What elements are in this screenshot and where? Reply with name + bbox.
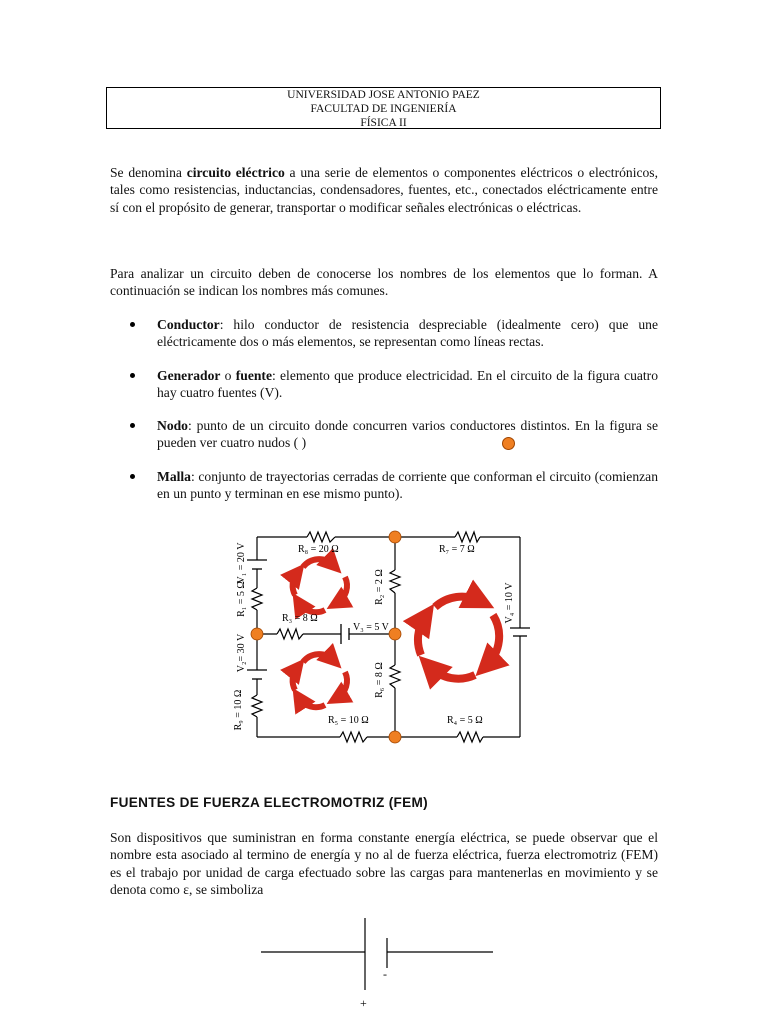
list-item-mesh bbox=[110, 468, 658, 503]
resistor-r8-icon bbox=[307, 532, 335, 542]
conductor-term: Conductor bbox=[157, 317, 220, 332]
resistor-r5-icon bbox=[340, 732, 367, 742]
label-r3: R₃ = 8 Ω bbox=[282, 613, 318, 624]
bullet-icon bbox=[130, 322, 135, 327]
node-bottom-icon bbox=[389, 731, 401, 743]
conductor-text: : hilo conductor de resistencia despreciable (idealmente cero) que une eléctricamente dos o más elementos, se representan como líneas rectas. bbox=[157, 317, 658, 350]
plus-sign: + bbox=[360, 996, 367, 1010]
resistor-r2-icon bbox=[390, 570, 400, 593]
resistor-r9-icon bbox=[252, 695, 262, 717]
node-legend-dot-icon bbox=[502, 437, 515, 450]
mesh-arrow-right-icon bbox=[418, 597, 499, 679]
battery-v4-icon bbox=[510, 628, 530, 636]
analysis-paragraph: Para analizar un circuito deben de conocerse los nombres de los elementos que lo forman. A continuación se indican los nombres más comunes. bbox=[110, 266, 658, 299]
mesh-arrow-bottom-left-icon bbox=[293, 654, 347, 707]
node-text: : punto de un circuito donde concurren varios conductores distintos. En la figura se pueden ver cuatro nudos ( ) bbox=[157, 418, 658, 451]
bullet-icon bbox=[130, 373, 135, 378]
battery-v1-icon bbox=[247, 560, 267, 569]
generator-text: : elemento que produce electricidad. En el circuito de la figura cuatro hay cuatro fuentes (V). bbox=[157, 368, 658, 401]
node-left-icon bbox=[251, 628, 263, 640]
faculty-name: FACULTAD DE INGENIERÍA bbox=[310, 103, 457, 115]
intro-paragraph bbox=[110, 164, 658, 216]
bullet-icon bbox=[130, 474, 135, 479]
label-v2: V₂= 30 V bbox=[236, 633, 247, 673]
battery-v3-icon bbox=[341, 624, 349, 644]
fem-symbol-diagram bbox=[255, 910, 505, 1015]
generator-mid: o bbox=[220, 368, 236, 383]
resistor-r3-icon bbox=[277, 629, 303, 639]
label-r5: R₅ = 10 Ω bbox=[328, 715, 369, 726]
source-term: fuente bbox=[235, 368, 272, 383]
label-r6: R₆ = 8 Ω bbox=[374, 662, 385, 698]
label-v3: V₃ = 5 V bbox=[353, 622, 389, 633]
list-item-node bbox=[110, 417, 658, 452]
section-title: FUENTES DE FUERZA ELECTROMOTRIZ (FEM) bbox=[110, 795, 428, 810]
circuit-diagram bbox=[225, 515, 545, 750]
university-name: UNIVERSIDAD JOSE ANTONIO PAEZ bbox=[287, 89, 480, 101]
list-item-conductor bbox=[110, 316, 658, 351]
node-term: Nodo bbox=[157, 418, 188, 433]
intro-term: circuito eléctrico bbox=[186, 165, 285, 180]
resistor-r4-icon bbox=[457, 732, 483, 742]
intro-post: a una serie de elementos o componentes eléctricos o electrónicos, tales como resistencias, inductancias, condensadores, fuentes, etc., conectados eléctricamente entre sí con el propósito de generar, transportar o modificar señales electrónicas o eléctricas. bbox=[110, 165, 658, 215]
mesh-text: : conjunto de trayectorias cerradas de corriente que conforman el circuito (comienzan en un punto y terminan en ese mismo punto). bbox=[157, 469, 658, 502]
label-r9: R₉ = 10 Ω bbox=[233, 689, 244, 731]
minus-sign: - bbox=[383, 967, 387, 981]
course-name: FÍSICA II bbox=[360, 117, 407, 129]
resistor-r6-icon bbox=[390, 665, 400, 688]
label-r2: R₂ = 2 Ω bbox=[374, 569, 385, 605]
fem-text-end: , se simboliza bbox=[188, 882, 264, 898]
resistor-r1-icon bbox=[252, 588, 262, 610]
node-top-icon bbox=[389, 531, 401, 543]
intro-pre: Se denomina bbox=[110, 165, 187, 180]
node-center-icon bbox=[389, 628, 401, 640]
mesh-term: Malla bbox=[157, 469, 191, 484]
label-r7: R₇ = 7 Ω bbox=[439, 544, 475, 555]
fem-paragraph bbox=[110, 829, 658, 899]
list-item-generator bbox=[110, 367, 658, 402]
fem-text: Son dispositivos que suministran en forma constante energía eléctrica, se puede observar que el nombre esta asociado al termino de energía y no al de fuerza eléctrica, fuerza electromotriz (FEM) es el trabajo por unidad de carga efectuado sobre las cargas para mantenerlas en movimiento y se denota como bbox=[110, 830, 658, 898]
bullet-icon bbox=[130, 423, 135, 428]
label-r4: R₄ = 5 Ω bbox=[447, 715, 483, 726]
epsilon-symbol: ε bbox=[183, 882, 189, 898]
label-r1: R₁ = 5 Ω bbox=[236, 581, 247, 617]
battery-v2-icon bbox=[247, 670, 267, 679]
label-r8: R₈ = 20 Ω bbox=[298, 544, 339, 555]
document-header bbox=[106, 87, 661, 129]
generator-term: Generador bbox=[157, 368, 221, 383]
label-v1: V₁ = 20 V bbox=[236, 542, 247, 584]
resistor-r7-icon bbox=[455, 532, 480, 542]
label-v4: V₄ = 10 V bbox=[504, 582, 515, 624]
mesh-arrow-top-left-icon bbox=[293, 559, 347, 612]
